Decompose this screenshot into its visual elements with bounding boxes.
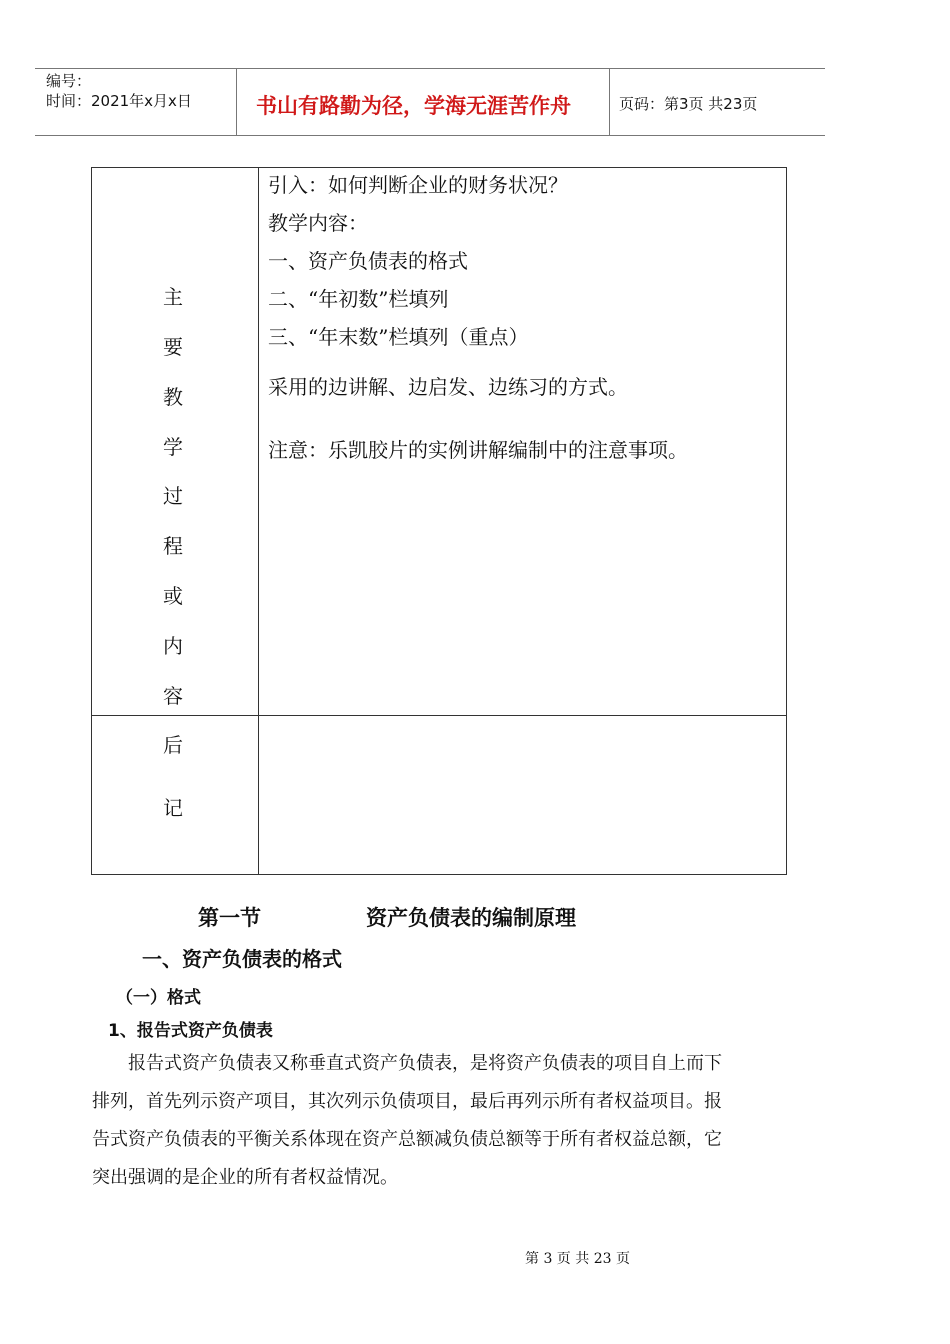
table-border-left — [91, 167, 92, 875]
label-char: 程 — [163, 534, 183, 558]
label-char: 主 — [163, 285, 183, 309]
motto-text: 书山有路勤为径，学海无涯苦作舟 — [256, 94, 571, 118]
paragraph-line: 告式资产负债表的平衡关系体现在资产总额减负债总额等于所有者权益总额，它 — [92, 1129, 722, 1150]
section-title: 资产负债表的编制原理 — [366, 906, 576, 930]
label-char: 记 — [163, 796, 183, 820]
header-divider-right — [609, 68, 610, 136]
content-line-item-3: 三、“年末数”栏填列（重点） — [268, 325, 529, 349]
table-column-divider — [258, 167, 259, 875]
paragraph-line: 突出强调的是企业的所有者权益情况。 — [92, 1167, 398, 1188]
header-top-rule — [35, 68, 825, 69]
content-line-intro: 引入：如何判断企业的财务状况？ — [268, 173, 568, 197]
heading-level-1: 一、资产负债表的格式 — [142, 947, 342, 971]
serial-number-label: 编号： — [46, 72, 92, 90]
label-char: 或 — [163, 584, 183, 608]
label-char: 要 — [163, 335, 183, 359]
heading-level-2: （一）格式 — [116, 988, 201, 1008]
page-indicator: 页码：第3页 共23页 — [619, 95, 758, 113]
content-line-item-1: 一、资产负债表的格式 — [268, 249, 468, 273]
table-row-divider — [91, 715, 787, 716]
content-note: 注意：乐凯胶片的实例讲解编制中的注意事项。 — [268, 438, 688, 462]
content-method: 采用的边讲解、边启发、边练习的方式。 — [268, 375, 628, 399]
table-border-right — [786, 167, 787, 875]
header-bottom-rule — [35, 135, 825, 136]
time-label: 时间：2021年x月x日 — [46, 92, 192, 110]
page-footer: 第 3 页 共 23 页 — [525, 1251, 630, 1267]
heading-level-3: 1、报告式资产负债表 — [108, 1021, 273, 1041]
table-border-bottom — [91, 874, 787, 875]
label-char: 教 — [163, 385, 183, 409]
label-char: 过 — [163, 484, 183, 508]
content-line-item-2: 二、“年初数”栏填列 — [268, 287, 449, 311]
label-char: 容 — [163, 684, 183, 708]
content-line-teaching: 教学内容： — [268, 211, 368, 235]
label-char: 学 — [163, 435, 183, 459]
header-divider-left — [236, 68, 237, 136]
label-char: 后 — [163, 733, 183, 757]
paragraph-line: 报告式资产负债表又称垂直式资产负债表，是将资产负债表的项目自上而下 — [128, 1053, 722, 1074]
label-char: 内 — [163, 634, 183, 658]
paragraph-line: 排列，首先列示资产项目，其次列示负债项目，最后再列示所有者权益项目。报 — [92, 1091, 722, 1112]
section-number: 第一节 — [198, 906, 261, 930]
table-border-top — [91, 167, 787, 168]
